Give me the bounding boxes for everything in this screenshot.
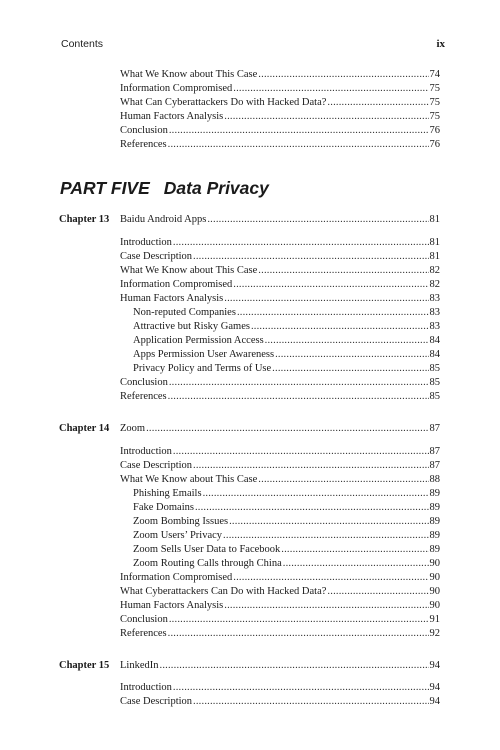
dot-leader — [327, 585, 428, 599]
toc-entry-title: What Can Cyberattackers Do with Hacked Data? — [120, 97, 327, 108]
toc-entry[interactable] — [120, 459, 440, 473]
toc-entry-title: Attractive but Risky Games — [133, 321, 250, 332]
toc-entry-title: Zoom Routing Calls through China — [133, 558, 282, 569]
toc-entry-title: Apps Permission User Awareness — [133, 349, 275, 360]
header-page-number: ix — [436, 38, 445, 50]
dot-leader — [233, 278, 428, 292]
toc-entry[interactable] — [120, 376, 440, 390]
toc-entry-title: Phishing Emails — [133, 488, 202, 499]
toc-entry-title: Case Description — [120, 696, 193, 707]
toc-entry-page: 76 — [429, 125, 440, 136]
toc-entry[interactable] — [120, 571, 440, 585]
dot-leader — [224, 599, 428, 613]
chapter-heading-15[interactable] — [59, 659, 440, 673]
chapter-page: 87 — [429, 423, 440, 434]
toc-entry-page: 84 — [429, 349, 440, 360]
toc-subentry[interactable] — [133, 543, 440, 557]
toc-entry-page: 90 — [429, 572, 440, 583]
dot-leader — [224, 292, 428, 306]
part-title: Data Privacy — [163, 178, 269, 198]
dot-leader — [237, 306, 429, 320]
toc-entry-page: 92 — [429, 628, 440, 639]
dot-leader — [281, 543, 428, 557]
toc-entry[interactable] — [120, 138, 440, 152]
dot-leader — [233, 82, 428, 96]
header-contents-label: Contents — [61, 38, 104, 50]
toc-subentry[interactable] — [133, 487, 440, 501]
toc-subentry[interactable] — [133, 320, 440, 334]
chapter-heading-13[interactable] — [59, 213, 440, 227]
dot-leader — [169, 124, 429, 138]
toc-entry[interactable] — [120, 278, 440, 292]
toc-entry[interactable] — [120, 585, 440, 599]
toc-entry-title: Case Description — [120, 251, 193, 262]
toc-entry-page: 90 — [429, 600, 440, 611]
toc-entry-page: 90 — [429, 558, 440, 569]
toc-entry-page: 85 — [429, 391, 440, 402]
dot-leader — [195, 501, 429, 515]
toc-entry-title: What We Know about This Case — [120, 265, 258, 276]
toc-entry-title: Information Compromised — [120, 83, 233, 94]
chapter-label: Chapter 13 — [59, 214, 110, 225]
dot-leader — [168, 627, 429, 641]
toc-entry[interactable] — [120, 124, 440, 138]
toc-entry[interactable] — [120, 264, 440, 278]
toc-entry-title: References — [120, 628, 167, 639]
toc-entry-page: 85 — [429, 377, 440, 388]
toc-entry-page: 89 — [429, 530, 440, 541]
toc-entry-title: Zoom Sells User Data to Facebook — [133, 544, 281, 555]
toc-entry-page: 88 — [429, 474, 440, 485]
toc-entry-title: Conclusion — [120, 614, 168, 625]
toc-entry[interactable] — [120, 695, 440, 709]
part-label: PART FIVE — [60, 178, 150, 198]
dot-leader — [233, 571, 428, 585]
toc-entry-page: 84 — [429, 335, 440, 346]
toc-entry-title: Zoom Bombing Issues — [133, 516, 229, 527]
toc-subentry[interactable] — [133, 362, 440, 376]
toc-entry-title: Information Compromised — [120, 572, 233, 583]
toc-entry-title: Human Factors Analysis — [120, 111, 224, 122]
toc-entry-title: What Cyberattackers Can Do with Hacked Data? — [120, 586, 327, 597]
dot-leader — [173, 445, 429, 459]
dot-leader — [327, 96, 428, 110]
toc-entry-page: 83 — [429, 293, 440, 304]
toc-entry-title: Conclusion — [120, 125, 168, 136]
toc-subentry[interactable] — [133, 501, 440, 515]
chapter-title: Zoom — [120, 423, 146, 434]
dot-leader — [168, 138, 429, 152]
dot-leader — [275, 348, 428, 362]
toc-entry-page: 75 — [429, 111, 440, 122]
toc-entry-page: 85 — [429, 363, 440, 374]
toc-entry-title: Zoom Users’ Privacy — [133, 530, 223, 541]
toc-entry-page: 87 — [429, 460, 440, 471]
toc-subentry[interactable] — [133, 529, 440, 543]
toc-entry[interactable] — [120, 250, 440, 264]
toc-entry-page: 87 — [429, 446, 440, 457]
toc-entry[interactable] — [120, 292, 440, 306]
toc-entry-page: 76 — [429, 139, 440, 150]
toc-entry-title: Human Factors Analysis — [120, 293, 224, 304]
toc-subentry[interactable] — [133, 348, 440, 362]
toc-entry[interactable] — [120, 68, 440, 82]
toc-entry-page: 90 — [429, 586, 440, 597]
dot-leader — [168, 390, 429, 404]
dot-leader — [203, 487, 429, 501]
dot-leader — [224, 110, 428, 124]
dot-leader — [258, 264, 428, 278]
dot-leader — [251, 320, 429, 334]
toc-entry-title: References — [120, 391, 167, 402]
chapter-heading-14[interactable] — [59, 422, 440, 436]
chapter-label: Chapter 15 — [59, 660, 110, 671]
dot-leader — [169, 613, 429, 627]
dot-leader — [272, 362, 428, 376]
toc-entry-page: 89 — [429, 488, 440, 499]
toc-entry-page: 83 — [429, 321, 440, 332]
chapter-title: Baidu Android Apps — [120, 214, 207, 225]
toc-entry-title: Fake Domains — [133, 502, 194, 513]
toc-entry-page: 81 — [429, 251, 440, 262]
chapter-page: 94 — [429, 660, 440, 671]
toc-entry[interactable] — [120, 110, 440, 124]
toc-entry-title: Privacy Policy and Terms of Use — [133, 363, 272, 374]
toc-entry-page: 94 — [429, 696, 440, 707]
dot-leader — [258, 68, 428, 82]
toc-entry[interactable] — [120, 390, 440, 404]
toc-entry-page: 81 — [429, 237, 440, 248]
toc-entry-page: 75 — [429, 83, 440, 94]
toc-entry[interactable] — [120, 599, 440, 613]
chapter-label: Chapter 14 — [59, 423, 110, 434]
toc-entry-title: What We Know about This Case — [120, 474, 258, 485]
toc-entry[interactable] — [120, 627, 440, 641]
toc-entry-page: 74 — [429, 69, 440, 80]
toc-entry-page: 82 — [429, 279, 440, 290]
dot-leader — [283, 557, 429, 571]
toc-entry-page: 75 — [429, 97, 440, 108]
dot-leader — [207, 213, 428, 227]
toc-entry-page: 94 — [429, 682, 440, 693]
dot-leader — [229, 515, 428, 529]
dot-leader — [258, 473, 428, 487]
dot-leader — [169, 376, 429, 390]
toc-entry[interactable] — [120, 96, 440, 110]
toc-entry-title: Case Description — [120, 460, 193, 471]
toc-entry-title: Introduction — [120, 446, 172, 457]
page-header — [61, 38, 445, 52]
dot-leader — [173, 236, 429, 250]
chapter-title: LinkedIn — [120, 660, 159, 671]
toc-entry-page: 82 — [429, 265, 440, 276]
toc-entry-page: 83 — [429, 307, 440, 318]
toc-entry[interactable] — [120, 613, 440, 627]
part-heading — [60, 178, 269, 199]
toc-entry-page: 89 — [429, 516, 440, 527]
toc-entry-title: Conclusion — [120, 377, 168, 388]
toc-entry-title: Application Permission Access — [133, 335, 264, 346]
dot-leader — [173, 681, 429, 695]
toc-entry-title: Information Compromised — [120, 279, 233, 290]
toc-entry-title: Non-reputed Companies — [133, 307, 236, 318]
toc-entry[interactable] — [120, 236, 440, 250]
toc-entry[interactable] — [120, 473, 440, 487]
dot-leader — [265, 334, 429, 348]
dot-leader — [160, 659, 429, 673]
toc-subentry[interactable] — [133, 515, 440, 529]
toc-entry-title: Introduction — [120, 237, 172, 248]
dot-leader — [193, 695, 428, 709]
dot-leader — [146, 422, 428, 436]
toc-entry[interactable] — [120, 82, 440, 96]
toc-subentry[interactable] — [133, 557, 440, 571]
chapter-page: 81 — [429, 214, 440, 225]
toc-subentry[interactable] — [133, 334, 440, 348]
dot-leader — [223, 529, 428, 543]
toc-entry[interactable] — [120, 445, 440, 459]
toc-subentry[interactable] — [133, 306, 440, 320]
toc-entry-page: 89 — [429, 544, 440, 555]
toc-entry-title: References — [120, 139, 167, 150]
toc-entry-title: Introduction — [120, 682, 172, 693]
dot-leader — [193, 250, 428, 264]
toc-entry-title: What We Know about This Case — [120, 69, 258, 80]
toc-entry-page: 91 — [429, 614, 440, 625]
toc-entry[interactable] — [120, 681, 440, 695]
toc-entry-title: Human Factors Analysis — [120, 600, 224, 611]
dot-leader — [193, 459, 428, 473]
toc-entry-page: 89 — [429, 502, 440, 513]
